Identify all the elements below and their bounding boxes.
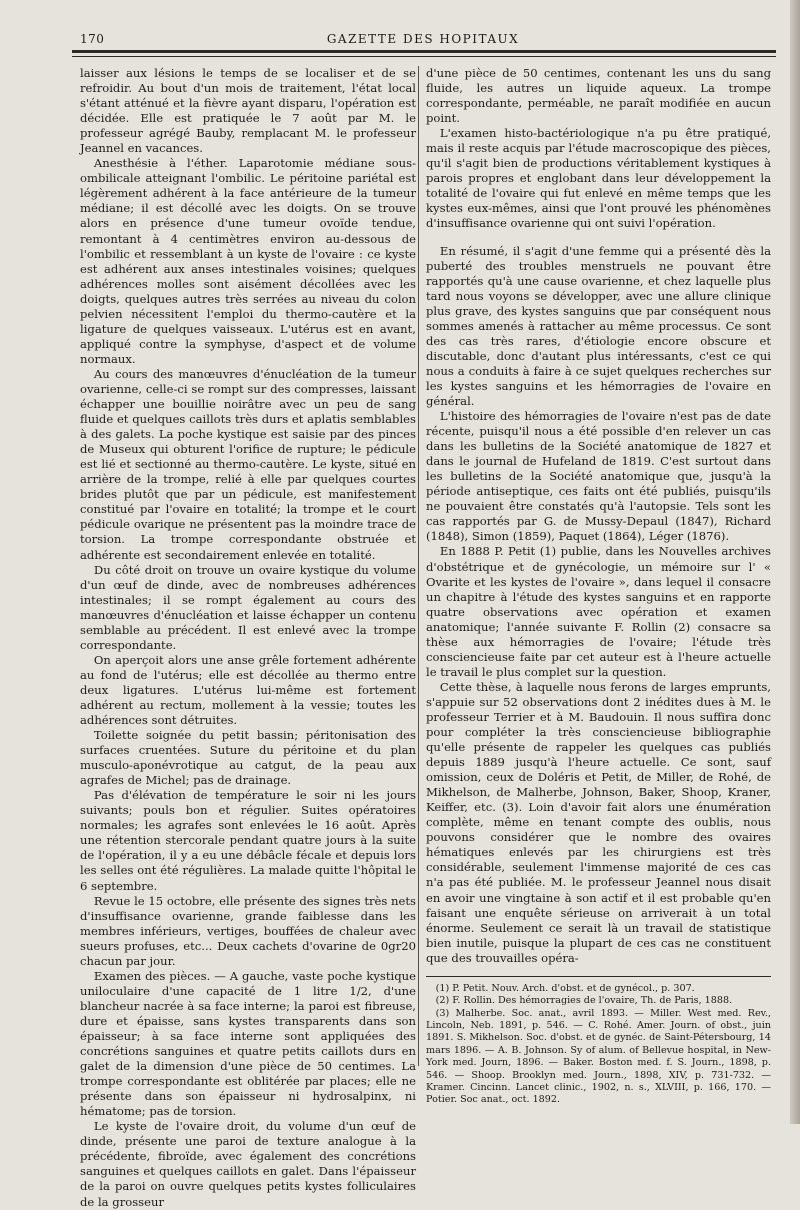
paragraph: Toilette soignée du petit bassin; péritonisation des surfaces cruentées. Suture du péritoine et du plan musculo-aponévrotique au catgut, de la peau aux agrafes de Michel; pas de drainage. bbox=[80, 728, 416, 788]
journal-title: GAZETTE DES HOPITAUX bbox=[326, 32, 520, 46]
paragraph: En 1888 P. Petit (1) publie, dans les Nouvelles archives d'obstétrique et de gynécologie, un mémoire sur l' « Ovarite et les kystes de l'ovaire », dans lequel il consacre un chapitre à l'étude des kystes sanguins et en rapporte quatre observations avec opération et examen anatomique; l'année suivante F. Rollin (2) consacre sa thèse aux hémorragies de l'ovaire; l'étude très consciencieuse faite par cet auteur est à l'heure actuelle le travail le plus complet sur la question. bbox=[426, 544, 771, 679]
running-header bbox=[70, 26, 776, 50]
paragraph: d'une pièce de 50 centimes, contenant les uns du sang fluide, les autres un liquide aqueux. La trompe correspondante, perméable, ne paraît modifiée en aucun point. bbox=[426, 66, 771, 126]
paragraph: Pas d'élévation de température le soir ni les jours suivants; pouls bon et régulier. Suites opératoires normales; les agrafes sont enlevées le 16 août. Après une rétention stercorale pendant quatre jours à la suite de l'opération, il y a eu une débâcle fécale et depuis lors les selles ont été régulières. La malade quitte l'hôpital le 6 septembre. bbox=[80, 788, 416, 893]
footnote-rule bbox=[426, 976, 771, 977]
right-column bbox=[426, 66, 771, 1107]
paragraph: Anesthésie à l'éther. Laparotomie médiane sous-ombilicale atteignant l'ombilic. Le péritoine pariétal est légèrement adhérent à la face antérieure de la tumeur médiane; il est décollé avec les doigts. On se trouve alors en présence d'une tumeur ovoïde tendue, remontant à 4 centimètres environ au-dessous de l'ombilic et ressemblant à un kyste de l'ovaire : ce kyste est adhérent aux anses intestinales voisines; quelques adhérences molles sont aisément décollées avec les doigts, quelques autres très serrées au niveau du colon pelvien nécessitent l'emploi du thermo-cautère et la ligature de quelques vaisseaux. L'utérus est en avant, appliqué contre la symphyse, d'aspect et de volume normaux. bbox=[80, 156, 416, 366]
page-edge-shadow bbox=[790, 0, 800, 1124]
paragraph: L'histoire des hémorragies de l'ovaire n'est pas de date récente, puisqu'il nous a été possible d'en relever un cas dans les bulletins de la Société anatomique de 1827 et dans le journal de Hufeland de 1819. C'est surtout dans les bulletins de la Société anatomique que, jusqu'à la période antiseptique, ces faits ont été publiés, puisqu'ils ne pouvaient être constatés qu'à l'autopsie. Tels sont les cas rapportés par G. de Mussy-Depaul (1847), Richard (1848), Simon (1859), Paquet (1864), Léger (1876). bbox=[426, 409, 771, 544]
left-column bbox=[80, 66, 416, 1210]
paragraph: Au cours des manœuvres d'énucléation de la tumeur ovarienne, celle-ci se rompt sur des compresses, laissant échapper une bouillie noirâtre avec un peu de sang fluide et quelques caillots très durs et aplatis semblables à des galets. La poche kystique est saisie par des pinces de Museux qui obturent l'orifice de rupture; le pédicule est lié et sectionné au thermo-cautère. Le kyste, situé en arrière de la trompe, relié à elle par quelques courtes brides plutôt que par un pédicule, est manifestement constitué par l'ovaire en totalité; la trompe et le court pédicule ovarique ne présentent pas la moindre trace de torsion. La trompe correspondante obstruée et adhérente est secondairement enlevée en totalité. bbox=[80, 366, 416, 562]
header-rule-thick bbox=[72, 50, 776, 53]
footnotes bbox=[426, 983, 771, 1107]
paragraph: Revue le 15 octobre, elle présente des signes très nets d'insuffisance ovarienne, grande faiblesse dans les membres inférieurs, vertiges, bouffées de chaleur avec sueurs profuses, etc... Deux cachets d'ovarine de 0gr20 chacun par jour. bbox=[80, 893, 416, 968]
paragraph: On aperçoit alors une anse grêle fortement adhérente au fond de l'utérus; elle est décollée au thermo entre deux ligatures. L'utérus lui-même est fortement adhérent au rectum, mollement à la vessie; toutes les adhérences sont détruites. bbox=[80, 652, 416, 728]
footnote: (1) P. Petit. Nouv. Arch. d'obst. et de gynécol., p. 307. bbox=[435, 982, 695, 994]
paragraph: laisser aux lésions le temps de se localiser et de se refroidir. Au bout d'un mois de traitement, l'état local s'étant atténué et la fièvre ayant disparu, l'opération est décidée. Elle est pratiquée le 7 août par M. le professeur agrégé Bauby, remplacant M. le professeur Jeannel en vacances. bbox=[80, 66, 416, 156]
paragraph: Le kyste de l'ovaire droit, du volume d'un œuf de dinde, présente une paroi de texture analogue à la précédente, fibroïde, avec également des concrétions sanguines et quelques caillots en galet. Dans l'épaisseur de la paroi on ouvre quelques petits kystes folliculaires de la grosseur bbox=[80, 1119, 416, 1209]
paragraph: Cette thèse, à laquelle nous ferons de larges emprunts, s'appuie sur 52 observations dont 2 inédites dues à M. le professeur Terrier et à M. Baudouin. Il nous suffira donc pour compléter la très consciencieuse bibliographie qu'elle présente de rappeler les quelques cas publiés depuis 1889 jusqu'à l'heure actuelle. Ce sont, sauf omission, ceux de Doléris et Petit, de Miller, de Rohé, de Mikhelson, de Malherbe, Johnson, Baker, Shoop, Kraner, Keiffer, etc. (3). Loin d'avoir fait alors une énumération complète, même en tenant compte des oublis, nous pouvons considérer que le nombre des ovaires hématiques enlevés par les chirurgiens est très considérable, seulement l'immense majorité de ces cas n'a pas été publiée. M. le professeur Jeannel nous disait en avoir une vingtaine à son actif et il est probable qu'en faisant une enquête sérieuse on arriverait à un total énorme. Seulement ce serait là un travail de statistique bien inutile, puisque la plupart de ces cas ne constituent que des trouvailles opéra- bbox=[426, 679, 771, 965]
paragraph: Du côté droit on trouve un ovaire kystique du volume d'un œuf de dinde, avec de nombreuses adhérences intestinales; il se rompt également au cours des manœuvres d'énucléation et laisse échapper un contenu semblable au précédent. Il est enlevé avec la trompe correspondante. bbox=[80, 562, 416, 652]
paragraph: L'examen histo-bactériologique n'a pu être pratiqué, mais il reste acquis par l'étude macroscopique des pièces, qu'il s'agit bien de productions véritablement kystiques à parois propres et englobant dans leur développement la totalité de l'ovaire qui fut enlevé en même temps que les kystes eux-mêmes, ainsi que l'ont prouvé les phénomènes d'insuffisance ovarienne qui ont suivi l'opération. bbox=[426, 126, 771, 231]
header-rule-thin bbox=[72, 56, 776, 57]
paragraph: En résumé, il s'agit d'une femme qui a présenté dès la puberté des troubles menstruels ne pouvant être rapportés qu'à une cause ovarienne, et chez laquelle plus tard nous voyons se développer, avec une allure clinique plus grave, des kystes sanguins que par conséquent nous sommes amenés à rattacher au même processus. Ce sont des cas très rares, d'étiologie encore obscure et discutable, donc d'autant plus intéressants, c'est ce qui nous a conduits à faire à ce sujet quelques recherches sur les kystes sanguins et les hémorragies de l'ovaire en général. bbox=[426, 243, 771, 408]
footnote: (3) Malherbe. Soc. anat., avril 1893. — Miller. West med. Rev., Lincoln, Neb. 1891, p. 546. — C. Rohé. Amer. Journ. of obst., juin 1891. S. Mikhelson. Soc. d'obst. et de gynéc. de Saint-Pétersbourg, 14 mars 1896. — A. B. Johnson. Sy of alum. of Bellevue hospital, in New-York med. Journ, 1896. — Baker. Boston med. f. S. Journ., 1898, p. 546. — Shoop. Brooklyn med. Journ., 1898, XIV, p. 731-732. — Kramer. Cincinn. Lancet clinic., 1902, n. s., XLVIII, p. 166, 170. — Potier. Soc anat., oct. 1892. bbox=[426, 1007, 771, 1106]
column-divider bbox=[418, 66, 419, 1066]
footnote: (2) F. Rollin. Des hémorragies de l'ovaire, Th. de Paris, 1888. bbox=[435, 995, 733, 1007]
page-number: 170 bbox=[80, 32, 105, 46]
paragraph: Examen des pièces. — A gauche, vaste poche kystique uniloculaire d'une capacité de 1 litre 1/2, d'une blancheur nacrée à sa face interne; la paroi est fibreuse, dure et épaisse, sans kystes transparents dans son épaisseur; à sa face interne sont appliquées des concrétions sanguines et quatre petits caillots durs en galet de la dimension d'une pièce de 50 centimes. La trompe correspondante est oblitérée par places; elle ne présente dans son épaisseur ni hydrosalpinx, ni hématome; pas de torsion. bbox=[80, 968, 416, 1119]
